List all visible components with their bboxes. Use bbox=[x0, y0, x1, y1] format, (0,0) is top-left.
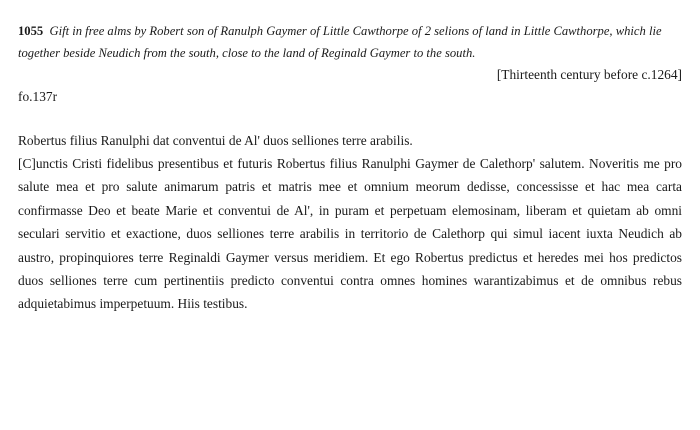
folio-reference: fo.137r bbox=[18, 89, 58, 104]
document-page bbox=[18, 20, 682, 316]
entry-date: [Thirteenth century before c.1264] bbox=[496, 67, 682, 82]
entry-number: 1055 bbox=[18, 24, 44, 38]
entry-heading bbox=[18, 20, 682, 64]
rubric: Robertus filius Ranulphi dat conventui de Al' duos selliones terre arabilis. bbox=[18, 133, 413, 148]
charter-text: [C]unctis Cristi fidelibus presentibus et futuris Robertus filius Ranulphi Gaymer de Calethorp' salutem. Noveritis me pro salute mea et pro salute animarum patris et matris mee et omnium meorum dedisse, concessisse et hac mea carta confirmasse Deo et beate Marie et conventui de Al', in puram et perpetuam elemosinam, liberam et quietam ab omni seculari servitio et exactione, duos selliones terre arabilis in territorio de Calethorp qui simul iacent iuxta Neudich ab austro, propinquiores terre Reginaldi Gaymer versus meridiem. Et ego Robertus predictus et heredes mei hos predictos duos selliones terre cum pertinentiis predicto conventui contra omnes homines warantizabimus et de omnibus rebus adquietabimus imperpetuum. Hiis testibus. bbox=[18, 156, 682, 312]
entry-summary: Gift in free alms by Robert son of Ranulph Gaymer of Little Cawthorpe of 2 selions of land in Little Cawthorpe, which lie together beside Neudich from the south, close to the land of Reginald Gaymer to the south. bbox=[18, 24, 662, 60]
